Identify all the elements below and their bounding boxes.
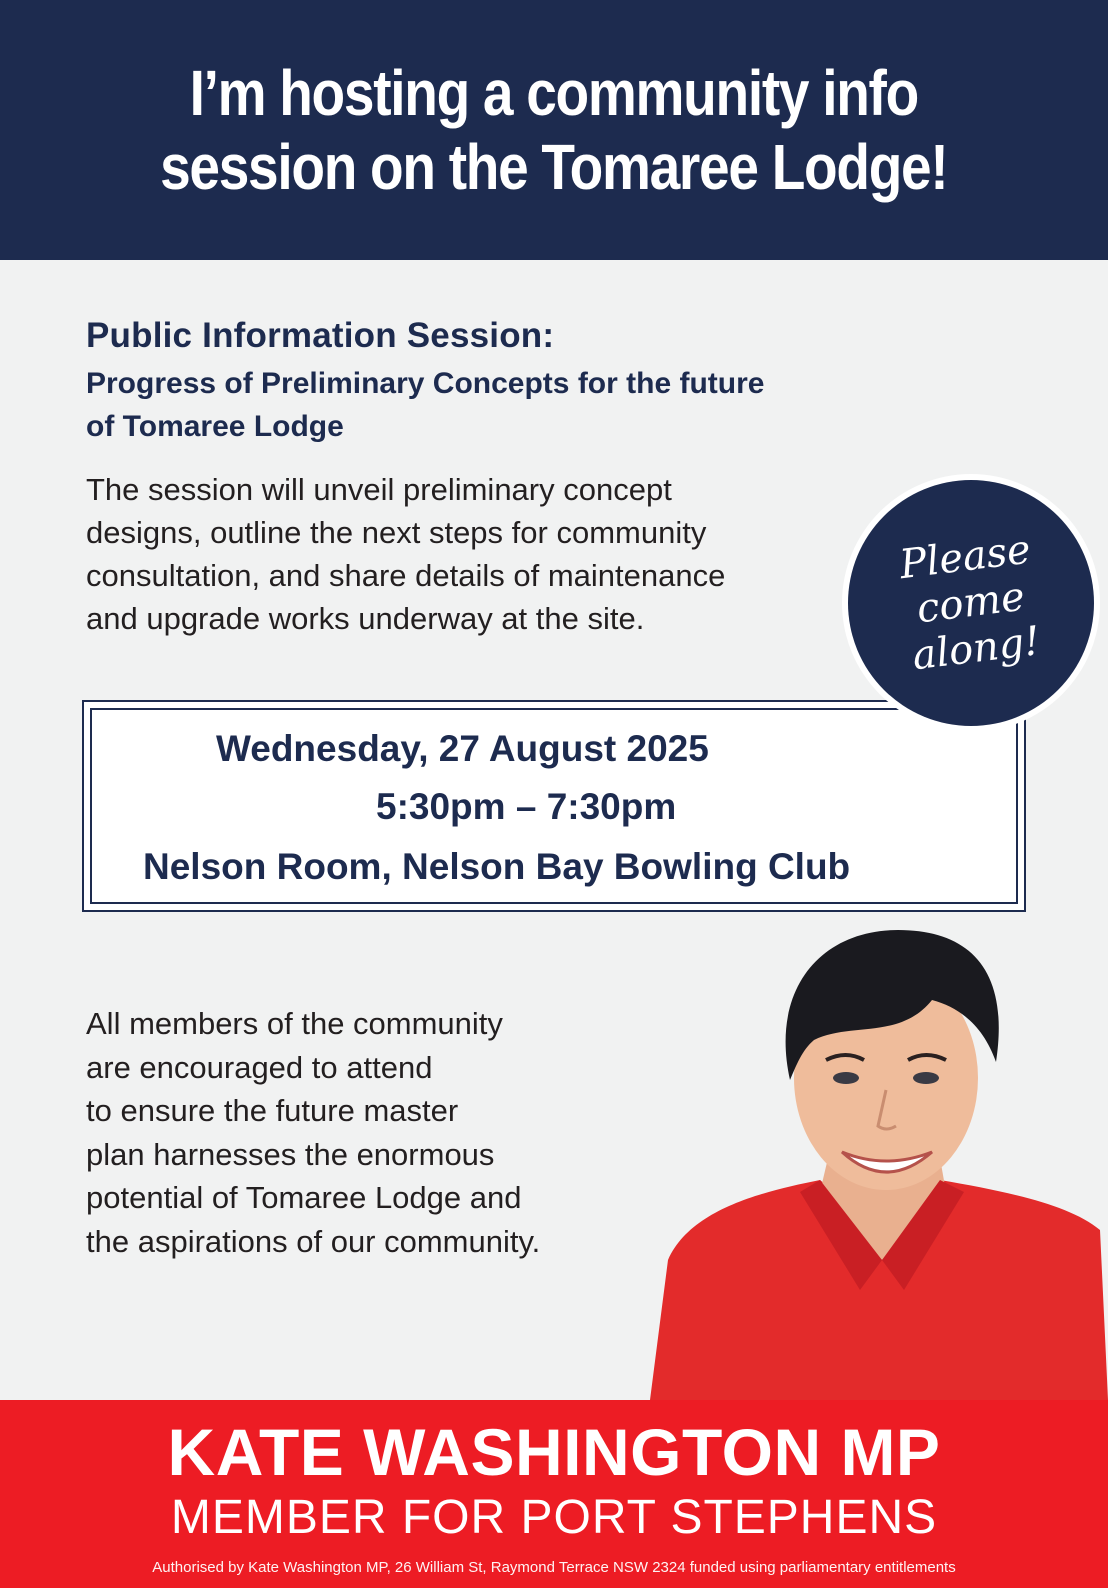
session-description: The session will unveil preliminary concept designs, outline the next steps for community consultation, and share details of maintenance and upgrade works underway at the site.	[86, 472, 726, 636]
authorisation-statement: Authorised by Kate Washington MP, 26 William St, Raymond Terrace NSW 2324 funded using parliamentary entitlements	[152, 1559, 956, 1576]
portrait-photo	[650, 930, 1108, 1400]
badge-circle	[848, 480, 1094, 726]
event-time: 5:30pm – 7:30pm	[376, 786, 677, 827]
event-date: Wednesday, 27 August 2025	[216, 728, 709, 769]
member-role: MEMBER FOR PORT STEPHENS	[170, 1491, 938, 1544]
member-name: KATE WASHINGTON MP	[167, 1415, 941, 1489]
header-banner	[0, 0, 1108, 260]
session-title: Public Information Session:	[86, 316, 555, 355]
closing-message: All members of the community are encouraged to attend to ensure the future master plan harnesses the enormous potential of Tomaree Lodge and the aspirations of our community.	[86, 1006, 541, 1259]
footer-banner	[0, 1400, 1108, 1588]
event-venue: Nelson Room, Nelson Bay Bowling Club	[143, 846, 851, 887]
please-come-along-badge	[842, 474, 1100, 732]
session-subtitle: Progress of Preliminary Concepts for the future of Tomaree Lodge	[86, 367, 765, 443]
badge-text: Please come along!	[897, 526, 1044, 680]
headline: I’m hosting a community info session on the Tomaree Lodge!	[160, 57, 948, 203]
